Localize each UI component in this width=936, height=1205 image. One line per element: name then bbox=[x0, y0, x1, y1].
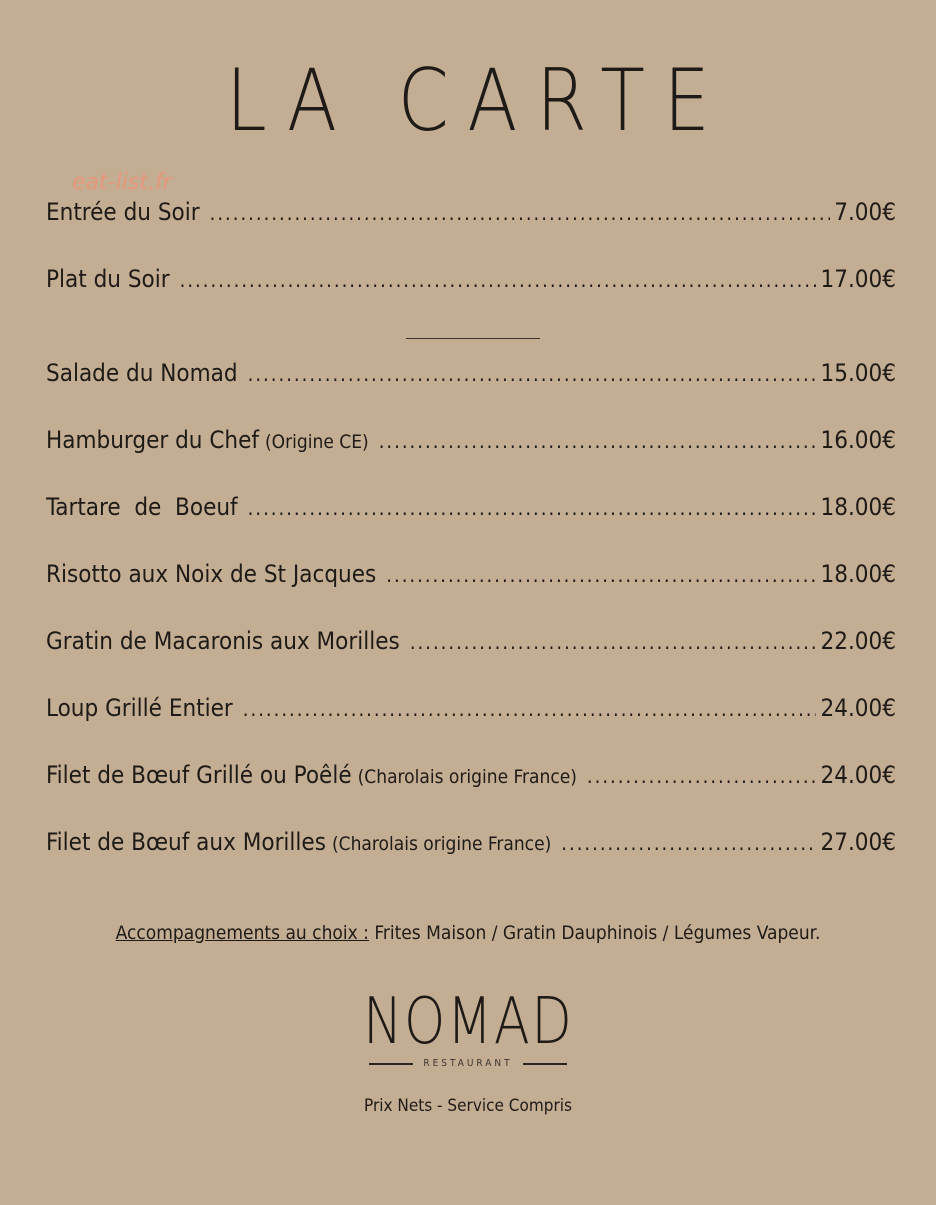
menu-item-price: 16.00€ bbox=[820, 426, 896, 454]
footer-note: Prix Nets - Service Compris bbox=[364, 1096, 572, 1116]
logo-name: NOMAD bbox=[362, 985, 574, 1059]
menu-item-name: Entrée du Soir bbox=[46, 198, 200, 226]
menu-item-price: 24.00€ bbox=[820, 694, 896, 722]
menu-item-name: Hamburger du Chef bbox=[46, 426, 259, 454]
side-dishes bbox=[0, 922, 936, 944]
menu-item-price: 15.00€ bbox=[820, 359, 896, 387]
dot-leader bbox=[180, 268, 817, 292]
menu-item-name: Loup Grillé Entier bbox=[46, 694, 233, 722]
menu-item-price: 7.00€ bbox=[834, 198, 896, 226]
menu-item-note: (Charolais origine France) bbox=[331, 833, 552, 855]
logo-subtitle bbox=[0, 1058, 936, 1069]
menu-item-name: Tartare de Boeuf bbox=[46, 493, 238, 521]
menu-item bbox=[46, 426, 896, 454]
menu-item-price: 24.00€ bbox=[820, 761, 896, 789]
menu-item bbox=[46, 828, 896, 856]
menu-item-price: 27.00€ bbox=[820, 828, 896, 856]
menu-item bbox=[46, 359, 896, 387]
dot-leader bbox=[248, 362, 817, 386]
logo-subtitle-text: RESTAURANT bbox=[423, 1058, 513, 1069]
dot-leader bbox=[561, 831, 816, 855]
dot-leader bbox=[386, 563, 816, 587]
menu-item bbox=[46, 627, 896, 655]
menu-item-name: Filet de Bœuf Grillé ou Poêlé bbox=[46, 761, 352, 789]
dot-leader bbox=[379, 429, 817, 453]
restaurant-logo bbox=[0, 985, 936, 1069]
menu-item-note: (Origine CE) bbox=[265, 431, 369, 453]
watermark: eat-list.fr bbox=[72, 170, 172, 195]
dot-leader bbox=[210, 201, 831, 225]
menu-item bbox=[46, 198, 896, 226]
menu-item bbox=[46, 560, 896, 588]
menu-item bbox=[46, 761, 896, 789]
menu-item-name: Salade du Nomad bbox=[46, 359, 238, 387]
menu-item-note: (Charolais origine France) bbox=[357, 766, 577, 788]
logo-bar-right bbox=[523, 1063, 567, 1065]
logo-bar-left bbox=[369, 1063, 413, 1065]
menu-item-price: 22.00€ bbox=[820, 627, 896, 655]
menu-title: LA CARTE bbox=[225, 51, 729, 151]
dot-leader bbox=[248, 496, 817, 520]
side-dishes-text: Frites Maison / Gratin Dauphinois / Légumes Vapeur. bbox=[368, 922, 821, 944]
menu-item-name: Gratin de Macaronis aux Morilles bbox=[46, 627, 400, 655]
dot-leader bbox=[243, 697, 817, 721]
menu-item-price: 18.00€ bbox=[820, 560, 896, 588]
side-dishes-label: Accompagnements au choix : bbox=[115, 922, 369, 944]
section-divider bbox=[406, 338, 540, 339]
menu-item bbox=[46, 265, 896, 293]
menu-item bbox=[46, 493, 896, 521]
dot-leader bbox=[410, 630, 817, 654]
menu-item-name: Plat du Soir bbox=[46, 265, 170, 293]
menu-item bbox=[46, 694, 896, 722]
menu-item-price: 18.00€ bbox=[820, 493, 896, 521]
menu-item-price: 17.00€ bbox=[820, 265, 896, 293]
menu-item-name: Filet de Bœuf aux Morilles bbox=[46, 828, 326, 856]
dot-leader bbox=[587, 764, 817, 788]
menu-item-name: Risotto aux Noix de St Jacques bbox=[46, 560, 377, 588]
